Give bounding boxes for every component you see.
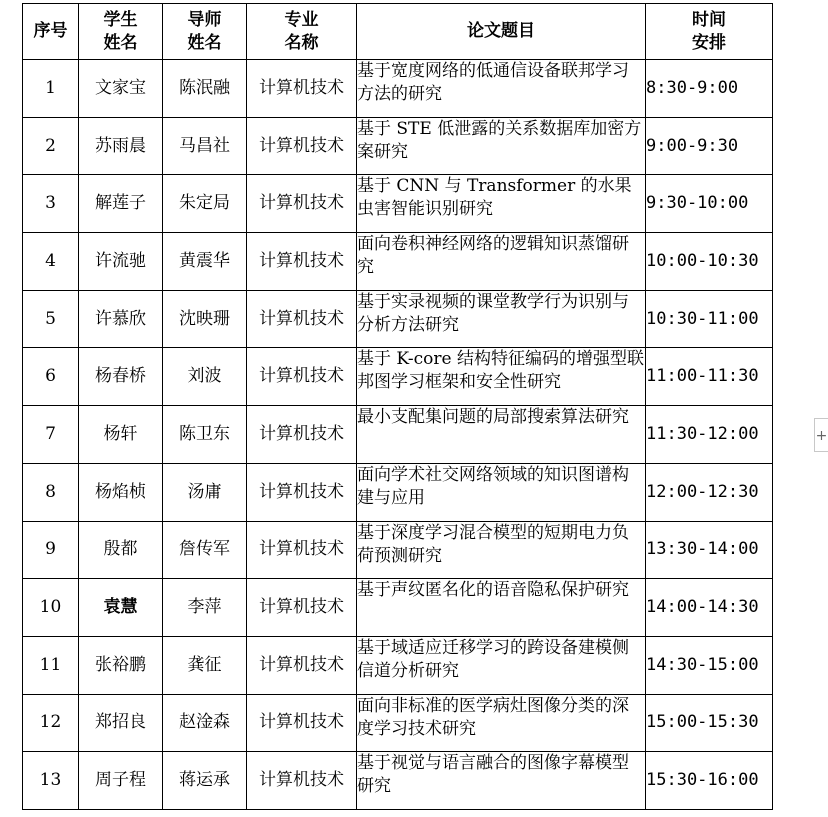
- time-slot: 10:30-11:00: [646, 290, 773, 348]
- time-slot: 14:00-14:30: [646, 579, 773, 637]
- header-major-line1: 专业: [284, 9, 319, 30]
- header-row: [23, 4, 773, 60]
- student-name: 解莲子: [79, 175, 163, 233]
- time-slot: 15:30-16:00: [646, 752, 773, 810]
- advisor-name: 沈映珊: [163, 290, 247, 348]
- header-advisor-name: [163, 4, 247, 60]
- table-row: [23, 290, 773, 348]
- student-name: 郑招良: [79, 694, 163, 752]
- row-index: 11: [23, 636, 79, 694]
- time-slot: 9:30-10:00: [646, 175, 773, 233]
- advisor-name: 赵淦森: [163, 694, 247, 752]
- header-major: [247, 4, 357, 60]
- advisor-name: 李萍: [163, 579, 247, 637]
- advisor-name: 陈卫东: [163, 406, 247, 464]
- student-name: 袁慧: [79, 579, 163, 637]
- student-name: 杨轩: [79, 406, 163, 464]
- time-slot: 14:30-15:00: [646, 636, 773, 694]
- row-index: 5: [23, 290, 79, 348]
- time-slot: 9:00-9:30: [646, 117, 773, 175]
- header-time: [646, 4, 773, 60]
- time-slot: 8:30-9:00: [646, 60, 773, 118]
- student-name: 苏雨晨: [79, 117, 163, 175]
- row-index: 8: [23, 463, 79, 521]
- thesis-title: 基于声纹匿名化的语音隐私保护研究: [357, 579, 646, 637]
- thesis-title: 基于宽度网络的低通信设备联邦学习方法的研究: [357, 60, 646, 118]
- advisor-name: 朱定局: [163, 175, 247, 233]
- thesis-title: 基于 STE 低泄露的关系数据库加密方案研究: [357, 117, 646, 175]
- row-index: 2: [23, 117, 79, 175]
- table-row: [23, 463, 773, 521]
- header-student-name: [79, 4, 163, 60]
- thesis-title: 基于视觉与语言融合的图像字幕模型研究: [357, 752, 646, 810]
- thesis-title: 最小支配集问题的局部搜索算法研究: [357, 406, 646, 464]
- advisor-name: 龚征: [163, 636, 247, 694]
- major-name: 计算机技术: [247, 60, 357, 118]
- defense-schedule-table: [22, 3, 773, 810]
- time-slot: 11:30-12:00: [646, 406, 773, 464]
- major-name: 计算机技术: [247, 521, 357, 579]
- major-name: 计算机技术: [247, 290, 357, 348]
- major-name: 计算机技术: [247, 579, 357, 637]
- major-name: 计算机技术: [247, 463, 357, 521]
- thesis-title: 面向卷积神经网络的逻辑知识蒸馏研究: [357, 233, 646, 291]
- thesis-title: 基于深度学习混合模型的短期电力负荷预测研究: [357, 521, 646, 579]
- student-name: 文家宝: [79, 60, 163, 118]
- table-row: [23, 752, 773, 810]
- student-name: 许慕欣: [79, 290, 163, 348]
- advisor-name: 汤庸: [163, 463, 247, 521]
- table-row: [23, 233, 773, 291]
- major-name: 计算机技术: [247, 752, 357, 810]
- advisor-name: 黄震华: [163, 233, 247, 291]
- major-name: 计算机技术: [247, 117, 357, 175]
- thesis-title: 基于域适应迁移学习的跨设备建模侧信道分析研究: [357, 636, 646, 694]
- table-row: [23, 60, 773, 118]
- major-name: 计算机技术: [247, 175, 357, 233]
- header-major-line2: 名称: [284, 32, 319, 53]
- table-row: [23, 348, 773, 406]
- major-name: 计算机技术: [247, 348, 357, 406]
- advisor-name: 詹传军: [163, 521, 247, 579]
- thesis-title: 面向非标准的医学病灶图像分类的深度学习技术研究: [357, 694, 646, 752]
- student-name: 杨春桥: [79, 348, 163, 406]
- header-time-line1: 时间: [692, 9, 726, 30]
- row-index: 4: [23, 233, 79, 291]
- time-slot: 12:00-12:30: [646, 463, 773, 521]
- time-slot: 10:00-10:30: [646, 233, 773, 291]
- header-student-line2: 姓名: [103, 32, 138, 53]
- row-index: 3: [23, 175, 79, 233]
- major-name: 计算机技术: [247, 406, 357, 464]
- row-index: 7: [23, 406, 79, 464]
- header-time-line2: 安排: [692, 32, 726, 53]
- major-name: 计算机技术: [247, 636, 357, 694]
- header-advisor-line1: 导师: [187, 9, 222, 30]
- header-thesis-title: 论文题目: [357, 4, 646, 60]
- student-name: 杨焰桢: [79, 463, 163, 521]
- time-slot: 13:30-14:00: [646, 521, 773, 579]
- advisor-name: 刘波: [163, 348, 247, 406]
- student-name: 殷都: [79, 521, 163, 579]
- row-index: 12: [23, 694, 79, 752]
- row-index: 13: [23, 752, 79, 810]
- major-name: 计算机技术: [247, 233, 357, 291]
- table-row: [23, 694, 773, 752]
- header-advisor-line2: 姓名: [187, 32, 222, 53]
- time-slot: 15:00-15:30: [646, 694, 773, 752]
- major-name: 计算机技术: [247, 694, 357, 752]
- table-row: [23, 406, 773, 464]
- plus-icon: +: [815, 428, 828, 444]
- advisor-name: 陈泯融: [163, 60, 247, 118]
- table-row: [23, 521, 773, 579]
- table-row: [23, 175, 773, 233]
- table-row: [23, 579, 773, 637]
- student-name: 许流驰: [79, 233, 163, 291]
- thesis-title: 基于 K-core 结构特征编码的增强型联邦图学习框架和安全性研究: [357, 348, 646, 406]
- table-row: [23, 117, 773, 175]
- thesis-title: 基于 CNN 与 Transformer 的水果虫害智能识别研究: [357, 175, 646, 233]
- row-index: 9: [23, 521, 79, 579]
- row-index: 1: [23, 60, 79, 118]
- thesis-title: 面向学术社交网络领域的知识图谱构建与应用: [357, 463, 646, 521]
- row-index: 6: [23, 348, 79, 406]
- thesis-title: 基于实录视频的课堂教学行为识别与分析方法研究: [357, 290, 646, 348]
- table-row: [23, 636, 773, 694]
- time-slot: 11:00-11:30: [646, 348, 773, 406]
- student-name: 张裕鹏: [79, 636, 163, 694]
- header-index: 序号: [23, 4, 79, 60]
- row-index: 10: [23, 579, 79, 637]
- student-name: 周子程: [79, 752, 163, 810]
- add-tab-button[interactable]: [814, 418, 828, 452]
- advisor-name: 马昌社: [163, 117, 247, 175]
- header-student-line1: 学生: [103, 9, 138, 30]
- advisor-name: 蒋运承: [163, 752, 247, 810]
